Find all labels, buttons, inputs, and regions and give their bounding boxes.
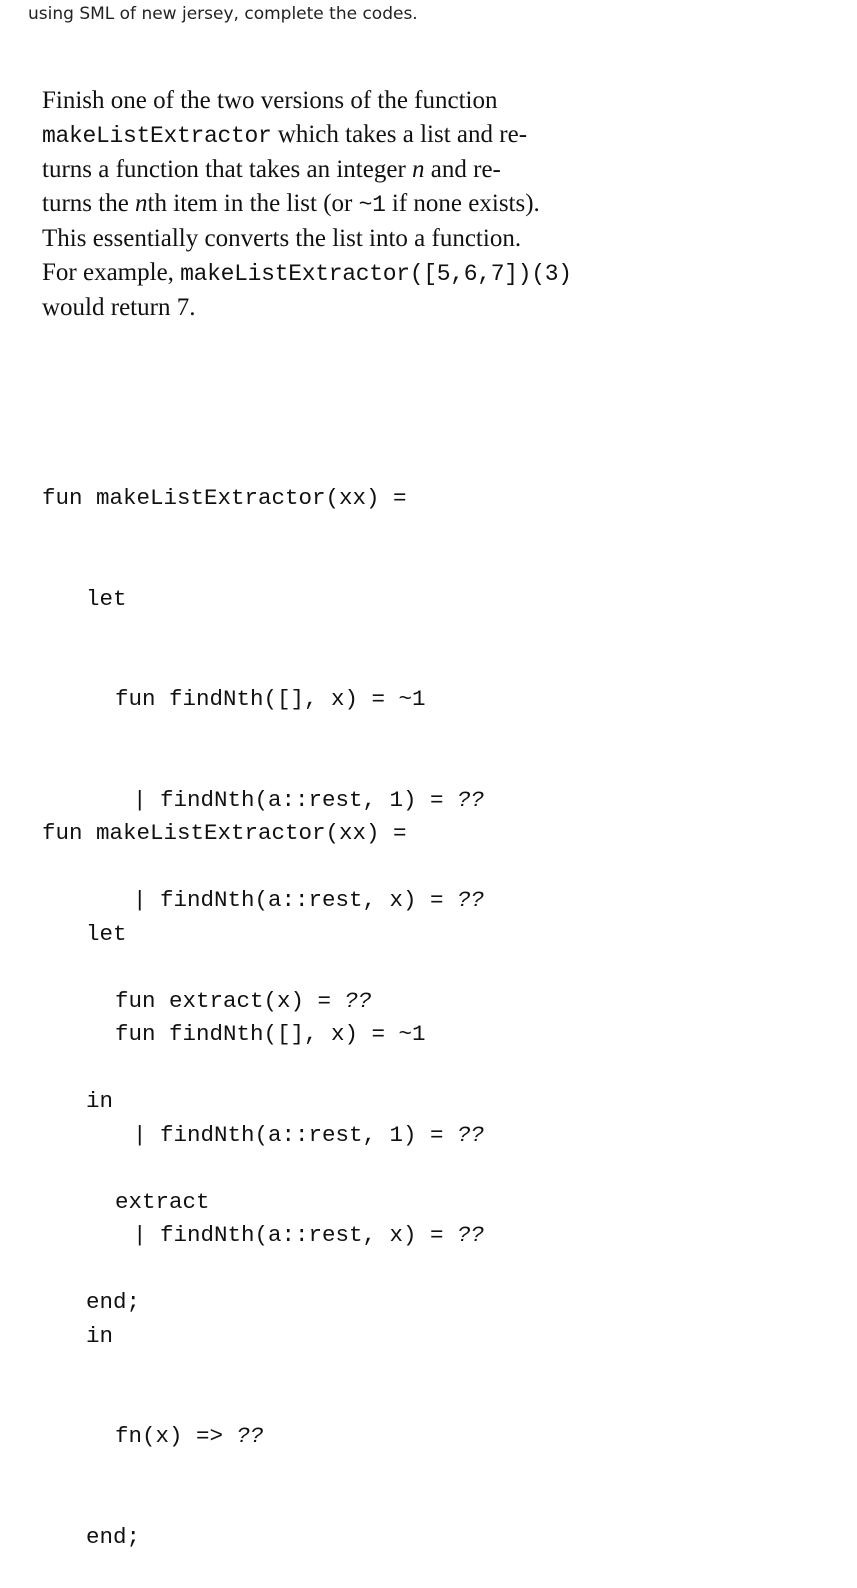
statement-line bbox=[42, 153, 642, 187]
code-line: in bbox=[86, 1322, 114, 1349]
statement-line bbox=[42, 187, 642, 223]
code-hole: ?? bbox=[344, 987, 372, 1014]
code-hole: ?? bbox=[457, 786, 485, 813]
code-text: fun extract(x) = bbox=[115, 987, 345, 1014]
code-hole: ?? bbox=[236, 1423, 264, 1449]
code-block-version-2 bbox=[42, 750, 484, 1588]
statement-text: would return 7. bbox=[42, 294, 196, 321]
statement-line bbox=[42, 256, 642, 292]
math-variable: n bbox=[412, 156, 425, 183]
code-text: | findNth(a::rest, 1) = bbox=[133, 786, 458, 813]
statement-line bbox=[42, 222, 642, 256]
code-line bbox=[42, 1119, 484, 1153]
math-variable: n bbox=[135, 189, 148, 217]
problem-statement bbox=[42, 84, 642, 325]
code-text: | findNth(a::rest, x) = bbox=[133, 1222, 458, 1248]
statement-text: if none exists). bbox=[385, 189, 540, 217]
statement-line bbox=[42, 291, 642, 325]
example-code: makeListExtractor([5,6,7])(3) bbox=[180, 260, 572, 287]
statement-text: Finish one of the two versions of the function bbox=[42, 87, 498, 114]
code-line: in bbox=[86, 1088, 114, 1114]
code-line: fun findNth([], x) = ~1 bbox=[115, 1021, 426, 1047]
inline-code: ~1 bbox=[358, 191, 386, 218]
code-hole: ?? bbox=[457, 887, 485, 913]
statement-line bbox=[42, 118, 642, 154]
code-hole: ?? bbox=[457, 1222, 485, 1248]
statement-text: For example, bbox=[42, 258, 181, 286]
code-line: let bbox=[86, 585, 127, 612]
code-hole: ?? bbox=[457, 1121, 485, 1148]
code-line bbox=[42, 1219, 484, 1253]
code-text: fn(x) => bbox=[115, 1423, 237, 1449]
statement-text: turns the bbox=[42, 189, 136, 217]
code-line: fun findNth([], x) = ~1 bbox=[115, 686, 426, 712]
statement-text: which takes a list and re- bbox=[271, 120, 528, 148]
code-line: fun makeListExtractor(xx) = bbox=[42, 820, 407, 846]
code-line: end; bbox=[86, 1289, 141, 1315]
code-line: let bbox=[86, 920, 127, 947]
code-line: end; bbox=[86, 1523, 141, 1550]
function-name-code: makeListExtractor bbox=[42, 122, 272, 149]
statement-text: This essentially converts the list into a function. bbox=[42, 225, 522, 252]
statement-text: th item in the list (or bbox=[147, 189, 359, 217]
statement-line bbox=[42, 84, 642, 118]
question-text: using SML of new jersey, complete the codes. bbox=[28, 4, 418, 24]
code-line bbox=[42, 1420, 484, 1454]
code-text: | findNth(a::rest, x) = bbox=[133, 887, 458, 913]
code-text: | findNth(a::rest, 1) = bbox=[133, 1121, 458, 1148]
code-line: extract bbox=[115, 1188, 210, 1215]
code-line: fun makeListExtractor(xx) = bbox=[42, 485, 407, 511]
statement-text: turns a function that takes an integer bbox=[42, 156, 413, 183]
statement-text: and re- bbox=[424, 156, 501, 183]
